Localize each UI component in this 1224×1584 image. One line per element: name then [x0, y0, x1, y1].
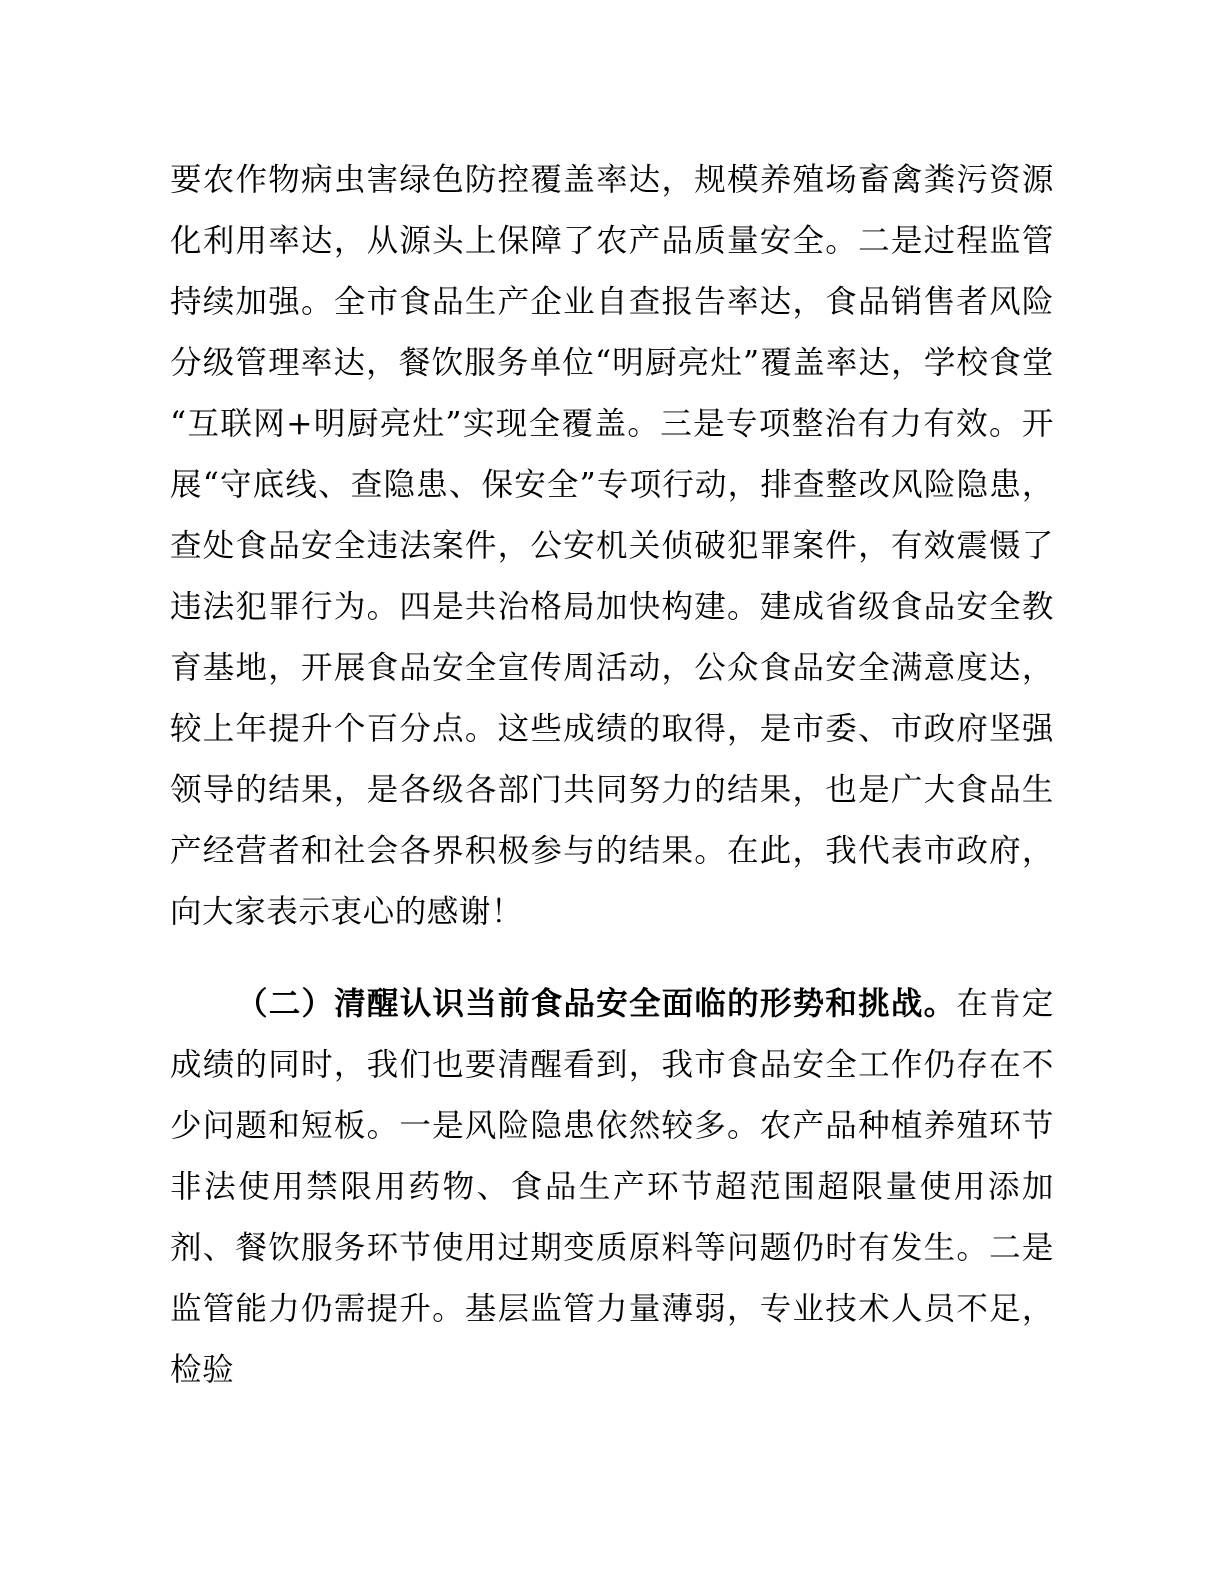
paragraph-text: 在肯定成绩的同时，我们也要清醒看到，我市食品安全工作仍存在不少问题和短板。一是风险隐患依然较多。农产品种植养殖环节非法使用禁限用药物、食品生产环节超范围超限量使用添加剂、餐饮服务环节使用过期变质原料等问题仍时有发生。二是监管能力仍需提升。基层监管力量薄弱，专业技术人员不足，检验 — [170, 986, 1054, 1388]
section-heading-label: （二）清醒认识当前食品安全面临的形势和挑战。 — [236, 985, 957, 1022]
paragraph-text: 要农作物病虫害绿色防控覆盖率达，规模养殖场畜禽粪污资源化利用率达，从源头上保障了农产品质量安全。二是过程监管持续加强。全市食品生产企业自查报告率达，食品销售者风险分级管理率达，餐饮服务单位“明厨亮灶”覆盖率达，学校食堂“互联网+明厨亮灶”实现全覆盖。三是专项整治有力有效。开展“守底线、查隐患、保安全”专项行动，排查整改风险隐患，查处食品安全违法案件，公安机关侦破犯罪案件，有效震慑了违法犯罪行为。四是共治格局加快构建。建成省级食品安全教育基地，开展食品安全宣传周活动，公众食品安全满意度达，较上年提升个百分点。这些成绩的取得，是市委、市政府坚强领导的结果，是各级各部门共同努力的结果，也是广大食品生产经营者和社会各界积极参与的结果。在此，我代表市政府，向大家表示衷心的感谢！ — [170, 162, 1054, 930]
paragraph-achievements — [170, 150, 1054, 943]
document-body — [170, 150, 1054, 1401]
paragraph-spacer — [170, 943, 1054, 973]
paragraph-challenges — [170, 973, 1054, 1401]
